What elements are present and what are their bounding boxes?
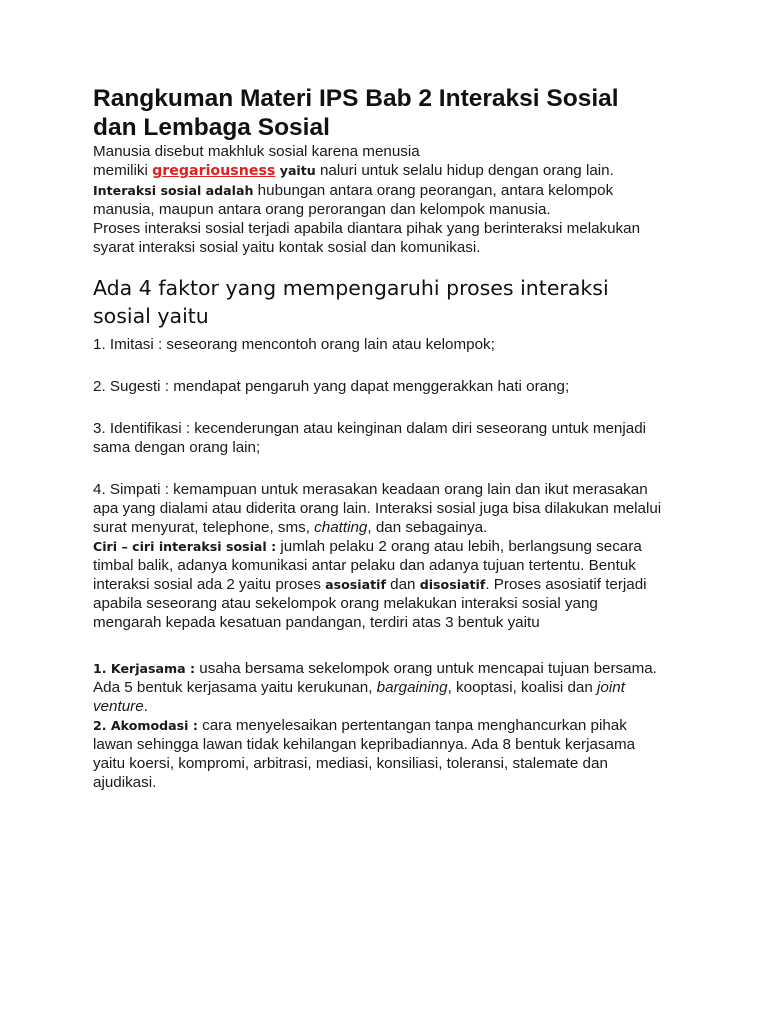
factor-identifikasi: 3. Identifikasi : kecenderungan atau keinginan dalam diri seseorang untuk menjadi sama dengan orang lain; <box>93 420 647 456</box>
kerjasama-label: 1. Kerjasama : <box>93 661 196 676</box>
page-title: Rangkuman Materi IPS Bab 2 Interaksi Sosial dan Lembaga Sosial <box>93 85 619 141</box>
akomodasi-paragraph <box>93 716 668 792</box>
dan-text: dan <box>385 576 420 593</box>
joint-venture-italic: joint venture <box>93 679 625 715</box>
chatting-italic: chatting <box>314 519 368 536</box>
simpati-text: 4. Simpati : kemampuan untuk merasakan keadaan orang lain dan ikut merasakan apa yang dialami atau diderita orang lain. Interaksi sosial juga bisa dilakukan melalui surat menyurat, telephone, sms, <box>93 481 662 536</box>
intro-paragraph <box>93 142 668 257</box>
ciri-text: jumlah pelaku 2 orang atau lebih, berlangsung secara timbal balik, adanya komunikasi antar pelaku dan adanya tujuan tertentu. Bentuk interaksi sosial ada 2 yaitu proses <box>93 538 642 593</box>
ciri-paragraph <box>93 537 668 632</box>
factor-sugesti: 2. Sugesti : mendapat pengaruh yang dapat menggerakkan hati orang; <box>93 378 570 395</box>
definition-bold: Interaksi sosial adalah <box>93 183 254 198</box>
gregariousness-link[interactable]: gregariousness <box>152 163 276 179</box>
disosiatif-bold: disosiatif <box>419 577 486 592</box>
factors-heading: Ada 4 faktor yang mempengaruhi proses interaksi sosial yaitu <box>93 276 609 328</box>
definition-text: hubungan antara orang peorangan, antara kelompok manusia, maupun antara orang perorangan dan kelompok manusia. <box>93 182 614 218</box>
simpati-post: , dan sebagainya. <box>367 519 488 536</box>
kerjasama-text: usaha bersama sekelompok orang untuk mencapai tujuan bersama. Ada 5 bentuk kerjasama yaitu kerukunan, <box>93 660 657 696</box>
factor-simpati <box>93 480 668 537</box>
ciri-label: Ciri – ciri interaksi sosial : <box>93 539 277 554</box>
intro-line2-post: naluri untuk selalu hidup dengan orang lain. <box>315 162 614 179</box>
process-text: Proses interaksi sosial terjadi apabila diantara pihak yang berinteraksi melakukan syarat interaksi sosial yaitu kontak sosial dan komunikasi. <box>93 220 641 256</box>
ciri-post: . Proses asosiatif terjadi apabila seseorang atau sekelompok orang melakukan interaksi sosial yang mengarah kepada kesatuan pandangan, terdiri atas 3 bentuk yaitu <box>93 576 647 631</box>
akomodasi-text: cara menyelesaikan pertentangan tanpa menghancurkan pihak lawan sehingga lawan tidak kehilangan kepribadiannya. Ada 8 bentuk kerjasama yaitu koersi, kompromi, arbitrasi, mediasi, konsiliasi, toleransi, stalemate dan ajudikasi. <box>93 717 636 791</box>
document-page <box>93 84 668 792</box>
kerjasama-mid: , kooptasi, koalisi dan <box>447 679 598 696</box>
intro-line1: Manusia disebut makhluk sosial karena menusia <box>93 143 420 160</box>
yaitu-bold: yaitu <box>275 163 316 178</box>
bargaining-italic: bargaining <box>376 679 448 696</box>
akomodasi-label: 2. Akomodasi : <box>93 718 198 733</box>
asosiatif-bold: asosiatif <box>325 577 386 592</box>
factor-imitasi: 1. Imitasi : seseorang mencontoh orang lain atau kelompok; <box>93 336 495 353</box>
kerjasama-paragraph <box>93 659 668 716</box>
kerjasama-post: . <box>143 698 148 715</box>
intro-line2-pre: memiliki <box>93 162 153 179</box>
